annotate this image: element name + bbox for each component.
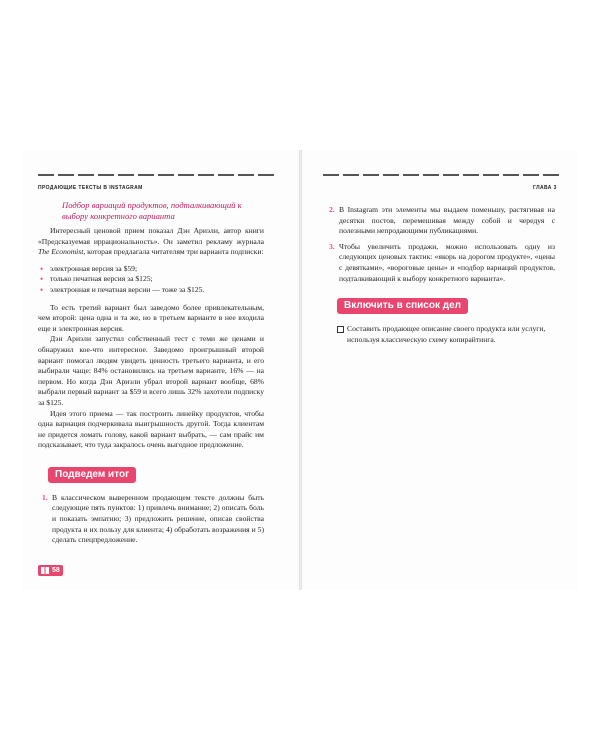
list-item: • электронная и печатная версии — тоже за $125.: [40, 284, 205, 295]
summary-list: [38, 493, 264, 546]
page-number-badge: [38, 565, 63, 576]
bullet-icon: •: [40, 284, 44, 295]
right-header-rule: [323, 174, 559, 176]
bullet-icon: •: [40, 263, 44, 274]
right-page: [323, 205, 555, 345]
left-running-head: ПРОДАЮЩИЕ ТЕКСТЫ В INSTAGRAM: [38, 185, 143, 191]
bullet-icon: •: [40, 274, 44, 285]
paragraph-2: То есть третий вариант был заведомо более привлекательным, чем второй: цена одна и та же, но в третьем варианте в нее входила еще и электронная версия.: [38, 302, 264, 333]
checkbox-icon: [337, 326, 344, 333]
list-item: • электронная версия за $59;: [40, 263, 138, 274]
todo-heading-wrap: [337, 298, 555, 314]
paragraph-4: Идея этого приема — так построить линейку продуктов, чтобы одна вариация подчеркивала выигрышность другой. Тогда клиентам не придется ломать голову, какой вариант выбрать, — сам прайс им подсказывает, что туда закралось очень выгодное предложение.: [38, 408, 264, 450]
list-item: • только печатная версия за $125;: [40, 274, 153, 285]
left-header-rule: [38, 174, 274, 176]
summary-heading: Подведем итог: [48, 467, 136, 483]
paragraph-3: Дэн Ариэли запустил собственный тест с теми же ценами и обнаружил кое-что интересное. Заведомо проигрышный второй вариант помогал людям увидеть ценность третьего варианта, и его выбирали чаще: 84% остановились на третьем варианте, 16% — на первом. Но когда Дэн Ариэли убрал второй вариант вообще, 68% выбрали первый вариант за $59 и всего лишь 32% захотели подписку за $125.: [38, 334, 264, 407]
price-options-list: [38, 264, 264, 296]
summary-heading-wrap: [48, 467, 264, 483]
section-subheading: Подбор вариаций продуктов, подталкивающий к выбору конкретного варианта: [62, 200, 242, 221]
todo-heading: Включить в список дел: [337, 298, 468, 314]
list-item: 1. В классическом выверенном продающем тексте должны быть следующие пять пунктов: 1) привлечь внимание; 2) описать боль и показать эмпатию; 3) предложить решение, описав свойства продукта и их пользу для клиента; 4) обработать возражения и 5) сделать спецпредложение.: [42, 492, 264, 545]
todo-item: Составить продающее описание своего продукта или услуги, используя классическую схему копирайтинга.: [337, 324, 555, 345]
paragraph-1: Интересный ценовой прием показал Дэн Ариэли, автор книги «Предсказуемая иррациональность». Он заметил рекламу журнала The Economist, которая предлагала читателям три варианта подписки:: [38, 226, 264, 257]
book-icon: [41, 567, 49, 574]
page-number: 58: [52, 567, 60, 574]
continued-summary-list: [323, 205, 555, 284]
right-running-head: ГЛАВА 3: [533, 185, 557, 191]
left-page: [38, 200, 264, 551]
book-gutter: [299, 150, 302, 590]
list-item: 3. Чтобы увеличить продажи, можно использовать одну из следующих ценовых тактик: «якорь на дорогом продукте», «цены с девятками», «вороговые цены» и «подбор вариаций продуктов, подталкивающий к выбору конкретного варианта».: [329, 241, 555, 283]
list-item: 2. В Instagram эти элементы мы выдаем поменьшу, растягивая на десятки постов, перемешивая между собой и чередуя с полезными непродающими публикациями.: [329, 205, 555, 236]
